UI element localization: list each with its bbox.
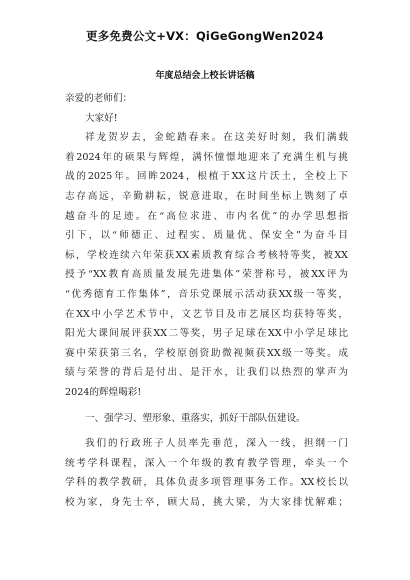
paragraph-line: 学科的教学教研，具体负责多项管理事务工作。XX校长以: [65, 477, 348, 489]
paragraph-line: 越奋斗的足迹。在“高位求进、市内名优”的办学思想指: [65, 210, 348, 222]
paragraph-line: 祥龙贺岁去，金蛇踏春来。在这美好时刻，我们满载: [85, 132, 348, 144]
paragraph-line: 赛中荣获第三名，学校原创资助微视频获XX级一等奖。成: [65, 347, 348, 359]
paragraph-1: [65, 128, 348, 402]
salutation: 亲爱的老师们：: [65, 93, 133, 104]
paragraph-line: “优秀德育工作集体”，音乐党课展示活动获XX级一等奖，: [65, 288, 348, 300]
paragraph-line: 统考学科课程，深入一个年级的教育教学管理，牵头一个: [65, 457, 348, 469]
paragraph-line: 我们的行政班子人员率先垂范，深入一线，担纲一门: [85, 438, 348, 450]
paragraph-line: 2024的辉煌喝彩!: [65, 386, 142, 398]
paragraph-line: 引下，以“师德正、过程实、质量优、保安全”为奋斗目: [65, 230, 348, 242]
paragraph-line: 标，学校连续六年荣获XX素质教育综合考核特等奖，被XX: [65, 249, 348, 261]
paragraph-line: 阳光大课间展评获XX二等奖，男子足球在XX中小学足球比: [65, 328, 348, 340]
greeting: 大家好!: [85, 112, 118, 124]
paragraph-line: 授予“XX教育高质量发展先进集体”荣誉称号，被XX评为: [65, 269, 348, 281]
paragraph-line: 战的2025年。回眸2024，根植于XX这片沃土，全校上下: [65, 171, 348, 183]
paragraph-line: 在XX中小学艺术节中，文艺节目及市艺展区均获特等奖，: [65, 308, 348, 320]
paragraph-line: 绩与荣誉的背后是付出、是汗水，让我们以热烈的掌声为: [65, 367, 348, 379]
paragraph-line: 着2024年的硕果与辉煌，满怀憧憬地迎来了充满生机与挑: [65, 151, 348, 163]
paragraph-line: 志存高远，辛勤耕耘，锐意进取，在时间坐标上镌刻了卓: [65, 190, 348, 202]
section-heading: 一、强学习、塑形象、重落实，抓好干部队伍建设。: [85, 412, 306, 424]
paragraph-2: [65, 434, 348, 512]
promo-banner: 更多免费公文+VX：QiGeGongWen2024: [86, 29, 324, 43]
paragraph-line: 校为家，身先士卒，顾大局，挑大梁，为大家排忧解难；: [65, 496, 348, 508]
document-body: [65, 89, 348, 512]
document-title: 年度总结会上校长讲话稿: [155, 71, 255, 81]
